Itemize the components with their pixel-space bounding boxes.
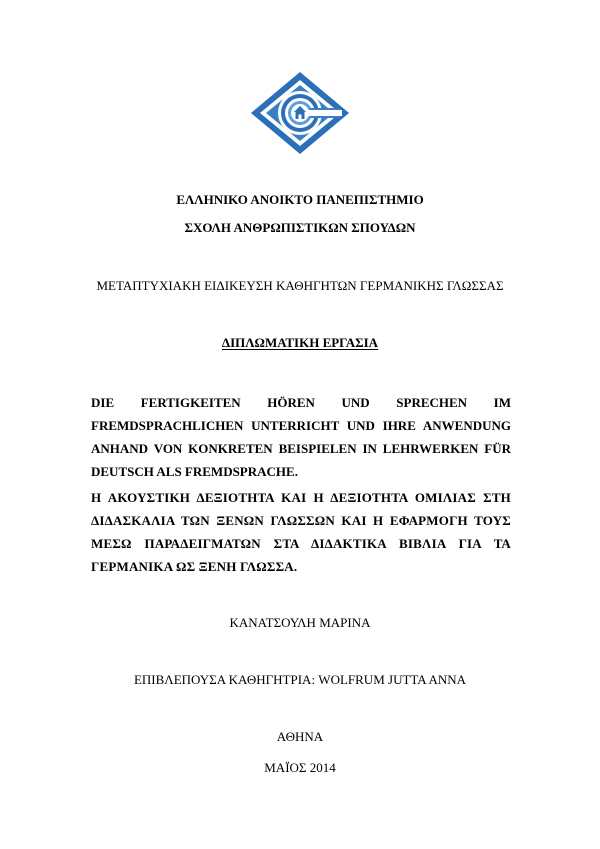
thesis-type-heading [0, 335, 600, 351]
date: ΜΑΪΟΣ 2014 [264, 760, 336, 775]
university-name: ΕΛΛΗΝΙΚΟ ΑΝΟΙΚΤΟ ΠΑΝΕΠΙΣΤΗΜΙΟ [176, 192, 424, 207]
university-logo-icon [248, 70, 352, 156]
thesis-type-label: ΔΙΠΛΩΜΑΤΙΚΗ ΕΡΓΑΣΙΑ [221, 335, 379, 350]
city: ΑΘΗΝΑ [276, 729, 324, 744]
program-name: ΜΕΤΑΠΤΥΧΙΑΚΗ ΕΙΔΙΚΕΥΣΗ ΚΑΘΗΓΗΤΩΝ ΓΕΡΜΑΝΙΚΗΣ ΓΛΩΣΣΑΣ [96, 278, 504, 293]
author-name: ΚΑΝΑΤΣΟΥΛΗ ΜΑΡΙΝΑ [229, 615, 371, 630]
supervisor-line: ΕΠΙΒΛΕΠΟΥΣΑ ΚΑΘΗΓΗΤΡΙΑ: WOLFRUM JUTTA ANNA [133, 672, 467, 687]
thesis-title-german: DIE FERTIGKEITEN HÖREN UND SPRECHEN IM FREMDSPRACHLICHEN UNTERRICHT UND IHRE ANWENDUNG ANHAND VON KONKRETEN BEISPIELEN IN LEHRWERKEN FÜR DEUTSCH ALS FREMDSPRACHE. [91, 395, 511, 479]
school-name: ΣΧΟΛΗ ΑΝΘΡΩΠΙΣΤΙΚΩΝ ΣΠΟΥΔΩΝ [184, 220, 416, 235]
thesis-title-greek: Η ΑΚΟΥΣΤΙΚΗ ΔΕΞΙΟΤΗΤΑ ΚΑΙ Η ΔΕΞΙΟΤΗΤΑ ΟΜΙΛΙΑΣ ΣΤΗ ΔΙΔΑΣΚΑΛΙΑ ΤΩΝ ΞΕΝΩΝ ΓΛΩΣΣΩΝ ΚΑΙ Η ΕΦΑΡΜΟΓΗ ΤΟΥΣ ΜΕΣΩ ΠΑΡΑΔΕΙΓΜΑΤΩΝ ΣΤΑ ΔΙΔΑΚΤΙΚΑ ΒΙΒΛΙΑ ΓΙΑ ΤΑ ΓΕΡΜΑΝΙΚΑ ΩΣ ΞΕΝΗ ΓΛΩΣΣΑ. [91, 490, 511, 574]
